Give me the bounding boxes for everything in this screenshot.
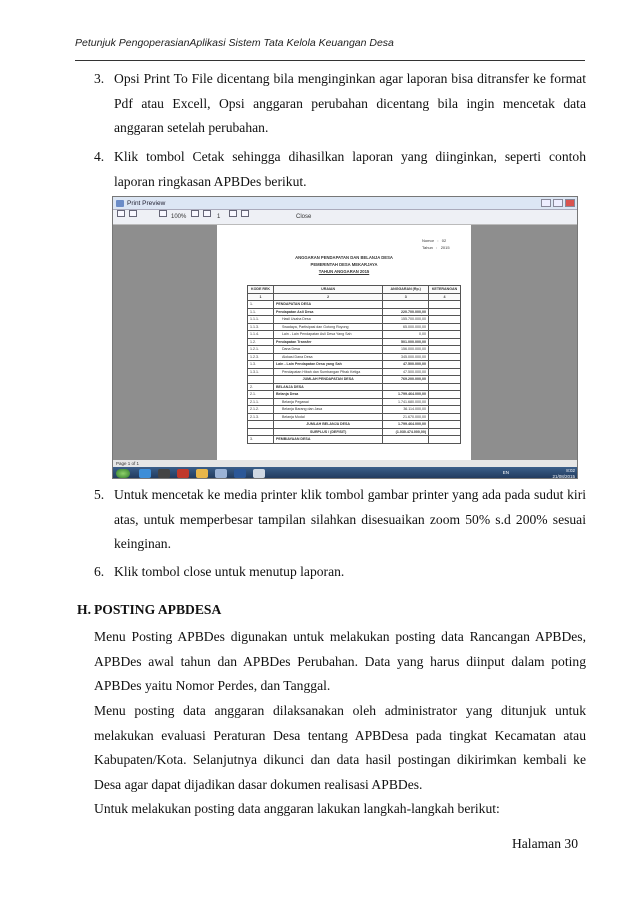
table-row — [248, 383, 461, 391]
table-cell-kode: 1.3. — [248, 361, 274, 369]
close-window-button[interactable] — [565, 199, 575, 207]
table-cell-anggaran: 220.700.000,00 — [383, 308, 429, 316]
table-cell-uraian: Lain - Lain Pendapatan Desa yang Sah — [273, 361, 382, 369]
list-text: Klik tombol Cetak sehingga dihasilkan laporan yang diinginkan, seperti contoh laporan ringkasan APBDes berikut. — [114, 149, 586, 189]
table-cell-kode: 1. — [248, 301, 274, 309]
table-cell-anggaran: 501.000.000,00 — [383, 338, 429, 346]
table-cell-kode: 3. — [248, 436, 274, 444]
table-cell-keterangan — [429, 338, 461, 346]
table-cell-keterangan — [429, 398, 461, 406]
table-cell-uraian: Belanja Modal — [273, 413, 382, 421]
meta-label: Nomor — [422, 238, 435, 243]
table-cell-kode: 2.1.3. — [248, 413, 274, 421]
table-cell-kode — [248, 376, 274, 384]
section-title: POSTING APBDESA — [94, 602, 222, 617]
table-cell-anggaran — [383, 383, 429, 391]
table-cell-anggaran: 21.670.000,00 — [383, 413, 429, 421]
table-row — [248, 331, 461, 339]
word-icon[interactable] — [234, 469, 246, 478]
last-page-icon[interactable] — [241, 210, 249, 217]
table-cell-uraian: PEMBIAYAAN DESA — [273, 436, 382, 444]
table-cell-keterangan — [429, 331, 461, 339]
meta-label: Tahun — [422, 245, 433, 250]
table-row — [248, 316, 461, 324]
apbdes-table — [247, 285, 461, 444]
app-icon[interactable] — [177, 469, 189, 478]
table-cell-anggaran — [383, 301, 429, 309]
table-row — [248, 368, 461, 376]
table-cell-anggaran: 47.500.000,00 — [383, 361, 429, 369]
app-icon[interactable] — [253, 469, 265, 478]
table-cell-keterangan — [429, 391, 461, 399]
table-cell-kode: 2. — [248, 383, 274, 391]
meta-value: 02 — [441, 238, 447, 243]
report-year: TAHUN ANGGARAN 2015 — [318, 269, 370, 274]
table-cell-kode: 1.1.4. — [248, 331, 274, 339]
table-cell-keterangan — [429, 316, 461, 324]
table-cell-uraian: JUMLAH PENDAPATAN DESA — [273, 376, 382, 384]
next-page-icon[interactable] — [229, 210, 237, 217]
table-row — [248, 391, 461, 399]
col-header: URAIAN — [273, 286, 382, 294]
table-cell-uraian: PENDAPATAN DESA — [273, 301, 382, 309]
clock-date: 21/08/2015 — [552, 473, 575, 479]
page-number: Halaman 30 — [511, 836, 578, 851]
report-subtitle: PEMERINTAH DESA MEKARJAYA — [310, 262, 378, 267]
paragraph: Menu Posting APBDes digunakan untuk melakukan posting data Rancangan APBDes, APBDes awal tahun dan APBDes Perubahan. Data yang harus diinput dalam poting APBDes yaitu Nomor Perdes, dan Tanggal. — [94, 629, 586, 693]
table-cell-kode: 2.1.2. — [248, 406, 274, 414]
table-cell-kode: 1.3.1. — [248, 368, 274, 376]
prev-page-icon[interactable] — [203, 210, 211, 217]
table-cell-anggaran: 36.114.000,00 — [383, 406, 429, 414]
table-cell-keterangan — [429, 346, 461, 354]
table-cell-kode: 1.1.3. — [248, 323, 274, 331]
table-row — [248, 346, 461, 354]
section-letter: H. — [77, 602, 91, 617]
table-cell-uraian: Lain - Lain Pendapatan Asli Desa Yang Sah — [273, 331, 382, 339]
table-cell-keterangan — [429, 428, 461, 436]
list-item — [94, 145, 586, 194]
table-cell-anggaran: 47.500.000,00 — [383, 368, 429, 376]
page-field[interactable]: 1 — [217, 214, 221, 220]
zoom-value[interactable]: 100% — [171, 214, 187, 220]
browser-icon[interactable] — [139, 469, 151, 478]
table-cell-keterangan — [429, 436, 461, 444]
table-cell-keterangan — [429, 308, 461, 316]
preview-toolbar — [113, 210, 577, 225]
window-title: Print Preview — [127, 200, 166, 207]
table-cell-uraian: Belanja Pegawai — [273, 398, 382, 406]
table-row — [248, 421, 461, 429]
col-header: KETERANGAN — [429, 286, 461, 294]
table-cell-anggaran: 155.700.000,00 — [383, 316, 429, 324]
close-button[interactable]: Close — [296, 214, 312, 220]
table-cell-keterangan — [429, 353, 461, 361]
report-title: ANGGARAN PENDAPATAN DAN BELANJA DESA — [295, 255, 393, 260]
taskbar — [113, 467, 578, 479]
table-row — [248, 323, 461, 331]
table-cell-uraian: BELANJA DESA — [273, 383, 382, 391]
table-cell-kode: 1.2.3. — [248, 353, 274, 361]
col-header: KODE REK — [248, 286, 274, 294]
table-row — [248, 428, 461, 436]
clock — [552, 468, 575, 479]
table-cell-uraian: Pendapatan Transfer — [273, 338, 382, 346]
col-number: 3 — [383, 293, 429, 301]
table-cell-keterangan — [429, 413, 461, 421]
table-cell-kode: 1.1.1. — [248, 316, 274, 324]
table-cell-uraian: Belanja Barang dan Jasa — [273, 406, 382, 414]
table-cell-kode — [248, 428, 274, 436]
table-cell-uraian: SURPLUS / (DEFISIT) — [273, 428, 382, 436]
list-item — [94, 560, 586, 585]
list-number: 4. — [94, 149, 105, 164]
tray-language: EN — [502, 470, 509, 475]
printer-icon[interactable] — [117, 210, 125, 217]
table-row — [248, 413, 461, 421]
col-header: ANGGARAN (Rp.) — [383, 286, 429, 294]
list-text: Opsi Print To File dicentang bila menginginkan agar laporan bisa ditransfer ke format Pdf atau Excell, Opsi anggaran perubahan dicentang bila ingin mencetak data anggaran setelah perubahan. — [114, 71, 586, 135]
table-cell-kode: 2.1. — [248, 391, 274, 399]
table-cell-keterangan — [429, 368, 461, 376]
list-text: Untuk mencetak ke media printer klik tombol gambar printer yang ada pada sudut kiri atas, untuk memperbesar tampilan silahkan disesuaikan zoom 50% s.d 200% sesuai keinginan. — [114, 487, 586, 551]
col-number: 2 — [273, 293, 382, 301]
window-icon[interactable] — [215, 469, 227, 478]
table-cell-keterangan — [429, 421, 461, 429]
preview-title-bar — [113, 197, 577, 210]
table-cell-uraian: Hasil Usaha Desa — [273, 316, 382, 324]
table-cell-kode: 1.1. — [248, 308, 274, 316]
table-cell-uraian: JUMLAH BELANJA DESA — [273, 421, 382, 429]
table-row — [248, 308, 461, 316]
report-page — [217, 225, 471, 460]
table-cell-kode: 2.1.1. — [248, 398, 274, 406]
paragraph: Menu posting data anggaran dilaksanakan oleh administrator yang ditunjuk untuk melakukan evaluasi Peraturan Desa tentang APBDesa pada tingkat Kecamatan atau Kabupaten/Kota. Selanjutnya dikunci dan data hasil postingan dikirimkan kembali ke Desa agar dapat dijadikan dasar dokumen realisasi APBDes. — [94, 703, 586, 792]
first-page-icon[interactable] — [191, 210, 199, 217]
col-number: 1 — [248, 293, 274, 301]
table-cell-uraian: Dana Desa — [273, 346, 382, 354]
list-number: 5. — [94, 487, 105, 502]
table-cell-anggaran: 156.000.000,00 — [383, 346, 429, 354]
running-header: Petunjuk PengoperasianAplikasi Sistem Tata Kelola Keuangan Desa — [75, 37, 394, 49]
table-row — [248, 338, 461, 346]
header-divider — [75, 60, 585, 61]
media-icon[interactable] — [158, 469, 170, 478]
table-cell-uraian: Belanja Desa — [273, 391, 382, 399]
table-cell-keterangan — [429, 406, 461, 414]
list-item — [94, 483, 586, 557]
folder-icon[interactable] — [196, 469, 208, 478]
table-cell-anggaran: 769.200.000,00 — [383, 376, 429, 384]
list-number: 3. — [94, 71, 105, 86]
table-cell-keterangan — [429, 361, 461, 369]
table-row — [248, 376, 461, 384]
table-cell-anggaran: 1.799.464.000,00 — [383, 391, 429, 399]
clock-time: 8:02 — [566, 468, 575, 473]
table-cell-kode — [248, 421, 274, 429]
table-cell-kode: 1.2.1. — [248, 346, 274, 354]
table-cell-uraian: Pendapatan Hibah dan Sumbangan Pihak Ketiga — [273, 368, 382, 376]
start-icon[interactable] — [116, 469, 130, 478]
table-cell-kode: 1.2. — [248, 338, 274, 346]
table-cell-anggaran: 0,00 — [383, 331, 429, 339]
zoom-icon[interactable] — [159, 210, 167, 217]
table-row — [248, 398, 461, 406]
print-preview-screenshot — [112, 196, 578, 479]
save-icon[interactable] — [129, 210, 137, 217]
window-icon — [116, 200, 124, 207]
col-number: 4 — [429, 293, 461, 301]
table-cell-anggaran: (1.030.474.000,00) — [383, 428, 429, 436]
table-row — [248, 406, 461, 414]
table-cell-keterangan — [429, 383, 461, 391]
table-cell-keterangan — [429, 376, 461, 384]
list-item — [94, 67, 586, 141]
table-cell-keterangan — [429, 301, 461, 309]
maximize-button[interactable] — [553, 199, 563, 207]
table-cell-anggaran: 1.799.464.000,00 — [383, 421, 429, 429]
meta-value: 2015 — [440, 245, 450, 250]
table-row — [248, 301, 461, 309]
table-row — [248, 436, 461, 444]
table-cell-anggaran: 65.000.000,00 — [383, 323, 429, 331]
report-meta: Nomor : 02 Tahun : 2015 — [422, 238, 450, 250]
table-cell-keterangan — [429, 323, 461, 331]
table-cell-anggaran: 345.000.000,00 — [383, 353, 429, 361]
table-cell-uraian: Alokasi Dana Desa — [273, 353, 382, 361]
minimize-button[interactable] — [541, 199, 551, 207]
table-row — [248, 361, 461, 369]
table-row — [248, 353, 461, 361]
list-text: Klik tombol close untuk menutup laporan. — [114, 564, 345, 579]
table-cell-anggaran — [383, 436, 429, 444]
table-cell-uraian: Swadaya, Partisipasi dan Gotong Royong — [273, 323, 382, 331]
status-bar: Page 1 of 1 — [113, 460, 578, 467]
paragraph: Untuk melakukan posting data anggaran lakukan langkah-langkah berikut: — [94, 801, 500, 816]
list-number: 6. — [94, 564, 105, 579]
table-cell-uraian: Pendapatan Asli Desa — [273, 308, 382, 316]
table-cell-anggaran: 1.741.680.000,00 — [383, 398, 429, 406]
preview-canvas — [113, 225, 578, 460]
